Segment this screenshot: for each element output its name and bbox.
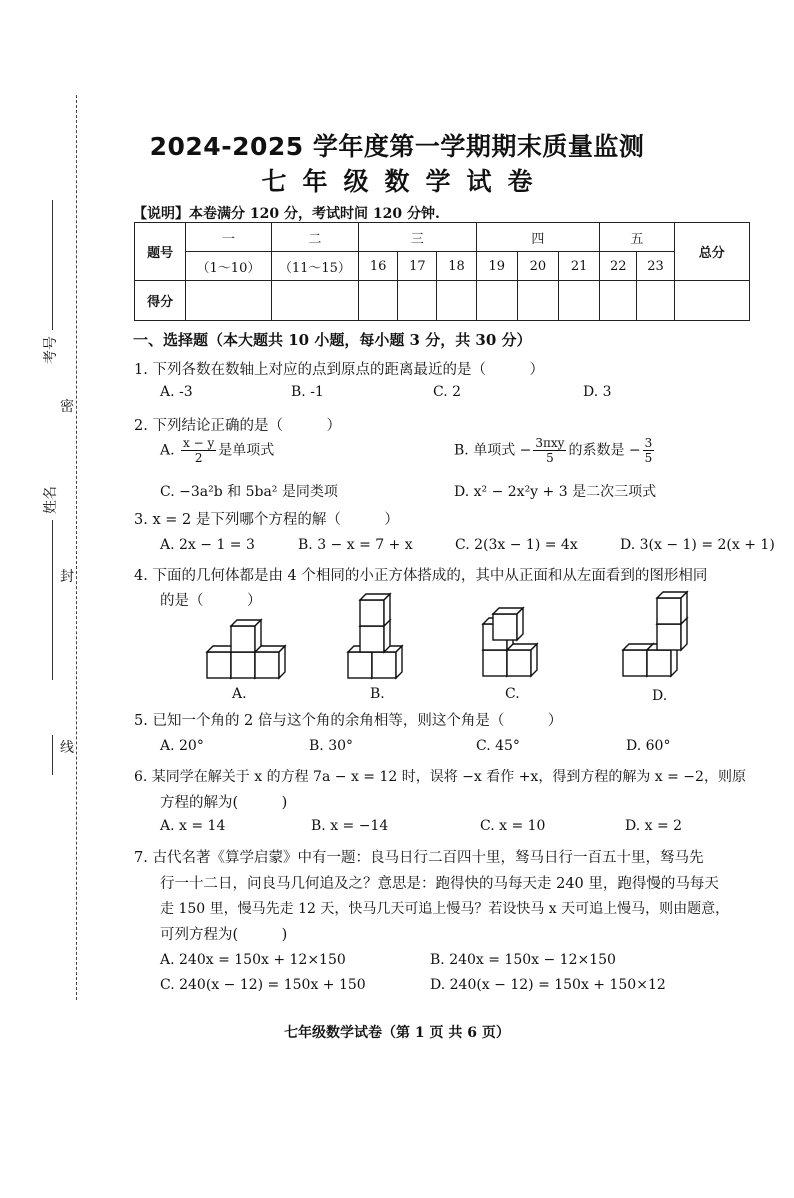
exam-number-underline [52,200,53,330]
q1-option-b: B. -1 [291,384,324,400]
q2-option-c: C. −3a²b 和 5ba² 是同类项 [160,484,338,500]
range-2: （11～15） [271,252,358,281]
q6-option-a: A. x = 14 [160,818,226,834]
section-heading: 一、选择题（本大题共 10 小题，每小题 3 分，共 30 分） [133,331,532,349]
score-cell[interactable] [186,281,271,321]
range-1: （1～10） [186,252,271,281]
q2-option-a [160,436,274,465]
q7-option-b: B. 240x = 150x − 12×150 [430,952,616,968]
score-cell[interactable] [271,281,358,321]
q6-option-b: B. x = −14 [311,818,389,834]
q4-option-b: B. [370,686,385,702]
q7-stem-line2: 行一十二日，问良马几何追及之？意思是：跑得快的马每天走 240 里，跑得慢的马每天 [160,876,719,892]
score-cell[interactable] [517,281,558,321]
q6-stem-line2: 方程的解为( ) [160,795,288,811]
qnum-18: 18 [437,252,476,281]
q6-option-d: D. x = 2 [625,818,683,834]
q2-a-prefix: A. [160,442,175,459]
exam-subtitle: 七年级数学试卷 [261,167,549,196]
q1-option-d: D. 3 [583,384,612,400]
q2-b-num: 3πxy [535,436,565,450]
q4-option-c: C. [505,686,520,702]
q2-a-fraction [181,436,216,465]
q5-option-c: C. 45° [476,738,520,754]
exam-note: 【说明】本卷满分 120 分，考试时间 120 分钟. [133,206,440,222]
group-3: 三 [359,223,477,252]
score-label: 得分 [135,281,186,321]
name-label: 姓名 [43,486,59,514]
q2-option-b [454,436,656,465]
q2-a-suffix: 是单项式 [218,442,275,459]
q1-option-a: A. -3 [160,384,193,400]
score-cell[interactable] [398,281,437,321]
q7-option-c: C. 240(x − 12) = 150x + 150 [160,977,366,993]
q2-b-mid: 的系数是 − [568,442,641,459]
qnum-23: 23 [637,252,674,281]
q5-option-a: A. 20° [160,738,204,754]
score-table [134,222,750,321]
q7-stem-line1: 7. 古代名著《算学启蒙》中有一题：良马日行二百四十里，驽马日行一百五十里，驽马先 [134,850,704,866]
q3-stem: 3. x = 2 是下列哪个方程的解（ ） [134,512,399,528]
q7-option-a: A. 240x = 150x + 12×150 [160,952,346,968]
q6-stem-line1: 6. 某同学在解关于 x 的方程 7a − x = 12 时，误将 −x 看作 +x，得到方程的解为 x = −2，则原 [134,769,746,785]
qnum-16: 16 [359,252,398,281]
exam-number-label: 考号 [43,336,59,364]
group-4: 四 [476,223,600,252]
q7-stem-line4: 可列方程为( ) [160,927,288,943]
qnum-20: 20 [517,252,558,281]
row-label: 题号 [135,223,186,281]
q1-stem: 1. 下列各数在数轴上对应的点到原点的距离最近的是（ ） [134,362,544,378]
q3-option-b: B. 3 − x = 7 + x [298,537,413,553]
q2-b-den: 5 [546,451,554,465]
q4-stem-line2: 的是（ ） [160,593,262,609]
group-2: 二 [271,223,358,252]
total-label: 总分 [674,223,749,281]
q1-option-c: C. 2 [433,384,462,400]
group-5: 五 [600,223,674,252]
q6-option-c: C. x = 10 [480,818,546,834]
q5-stem: 5. 已知一个角的 2 倍与这个角的余角相等，则这个角是（ ） [134,713,563,729]
q2-b-num2: 3 [644,436,653,450]
q3-option-a: A. 2x − 1 = 3 [160,537,255,553]
q2-a-num: x − y [183,436,215,450]
q4-stem-line1: 4. 下面的几何体都是由 4 个相同的小正方体搭成的，其中从正面和从左面看到的图形相同 [134,568,708,584]
score-cell[interactable] [359,281,398,321]
figure-a-icon [207,620,285,678]
q2-option-d: D. x² − 2x²y + 3 是二次三项式 [454,484,657,500]
score-cell[interactable] [437,281,476,321]
q5-option-b: B. 30° [309,738,354,754]
qnum-19: 19 [476,252,517,281]
cube-figures [195,590,715,685]
q7-option-d: D. 240(x − 12) = 150x + 150×12 [430,977,666,993]
q2-a-den: 2 [194,451,203,465]
qnum-22: 22 [600,252,637,281]
binding-dashed-line [76,95,77,1000]
q2-b-prefix: B. 单项式 − [454,442,532,459]
score-cell[interactable] [637,281,674,321]
total-score-cell[interactable] [674,281,749,321]
qnum-21: 21 [559,252,600,281]
q7-stem-line3: 走 150 里，慢马先走 12 天，快马几天可追上慢马？若设快马 x 天可追上慢马，则由题意， [160,901,730,917]
class-underline [52,735,53,775]
score-cell[interactable] [559,281,600,321]
figure-d-icon [623,592,687,676]
q4-option-d: D. [652,688,668,704]
seal-char-mi: 密 [60,399,74,415]
q2-b-fraction [533,436,566,465]
page-footer: 七年级数学试卷（第 1 页 共 6 页） [284,1025,510,1041]
q5-option-d: D. 60° [626,738,671,754]
exam-title: 2024-2025 学年度第一学期期末质量监测 [149,132,645,161]
q2-b-fraction2 [643,436,655,465]
figure-b-icon [348,594,402,678]
q2-b-den2: 5 [644,451,653,465]
qnum-17: 17 [398,252,437,281]
name-underline [52,520,53,680]
q4-option-a: A. [232,686,247,702]
q3-option-d: D. 3(x − 1) = 2(x + 1) [620,537,775,553]
figure-c-icon [483,608,537,676]
seal-char-xian: 线 [60,740,74,756]
group-1: 一 [186,223,271,252]
q3-option-c: C. 2(3x − 1) = 4x [455,537,578,553]
seal-char-feng: 封 [60,569,74,585]
score-cell[interactable] [476,281,517,321]
q2-stem: 2. 下列结论正确的是（ ） [134,418,341,434]
score-cell[interactable] [600,281,637,321]
